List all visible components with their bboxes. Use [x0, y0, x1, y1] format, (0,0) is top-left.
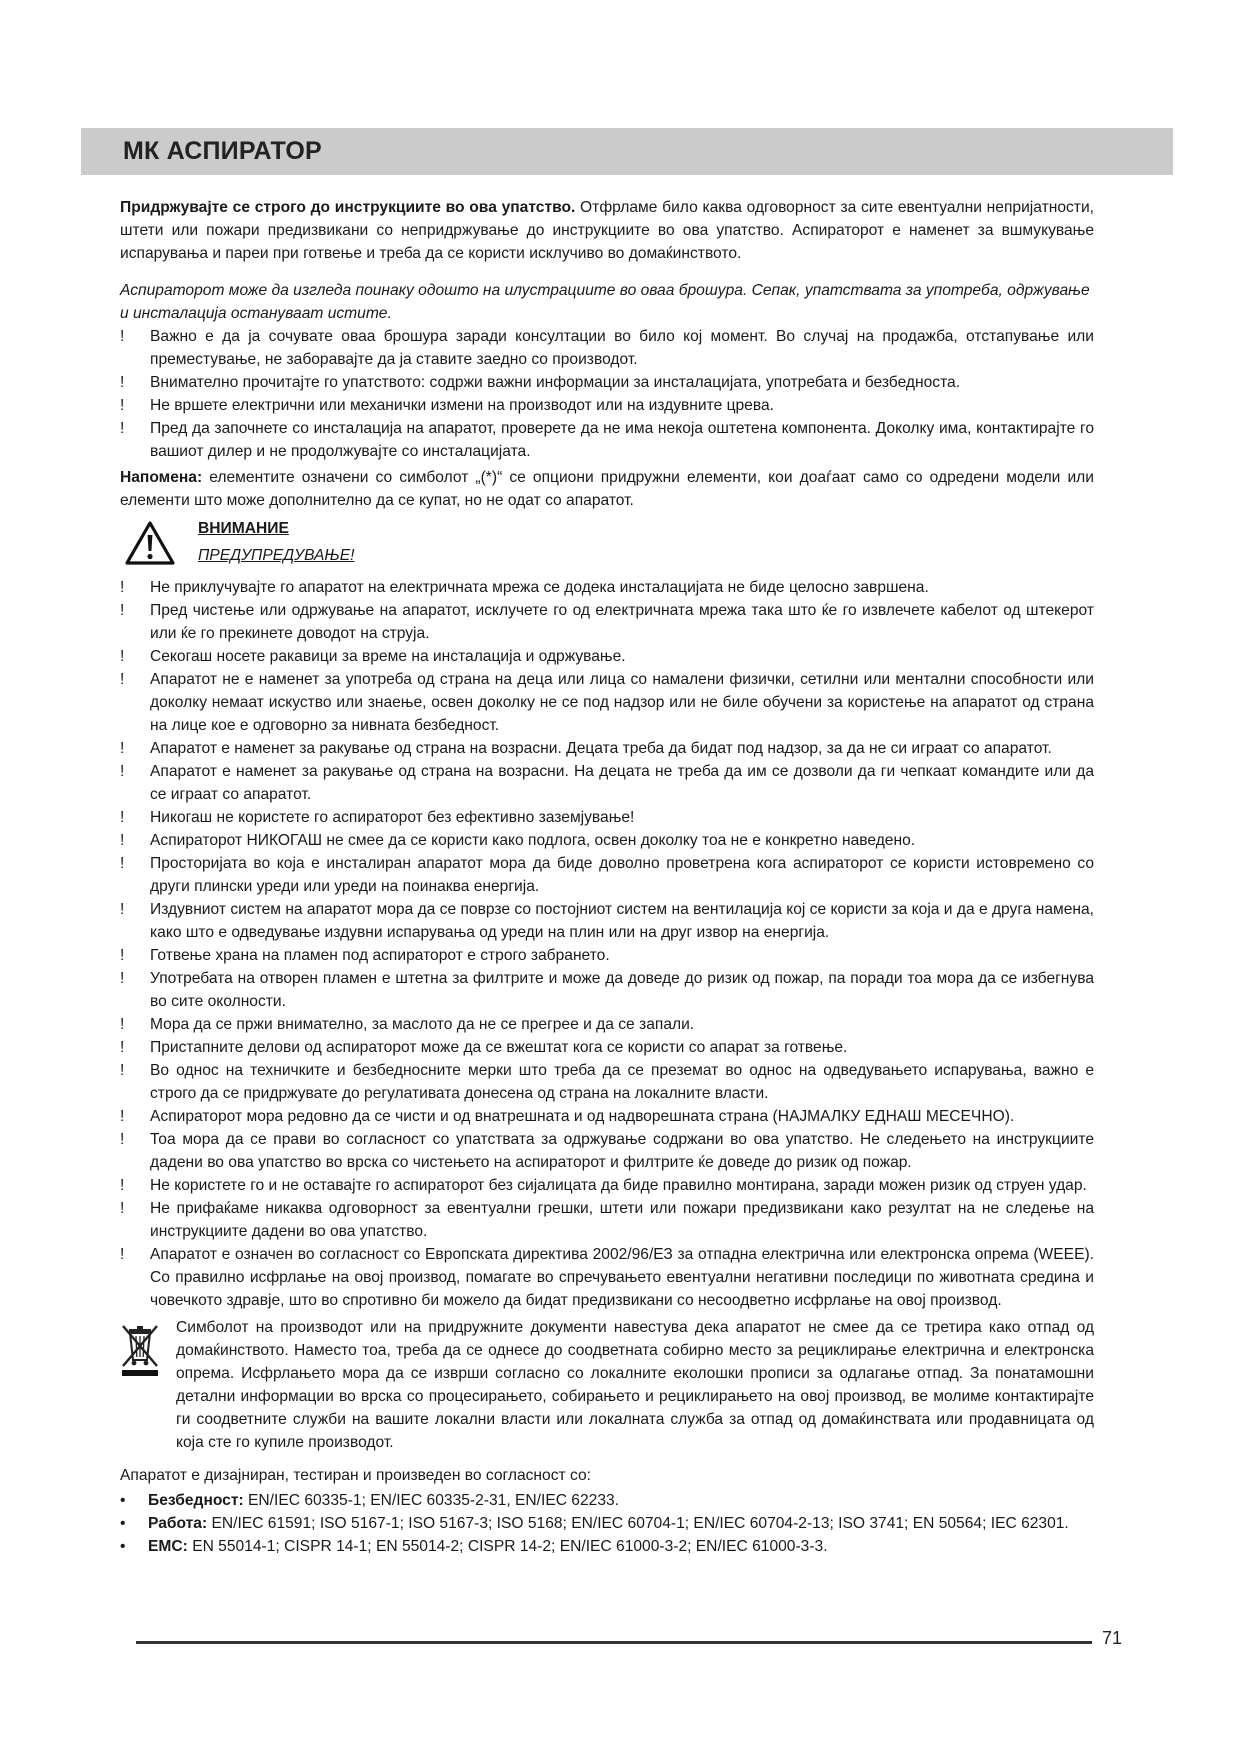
list-item: ! Апаратот е означен во согласност со Европската директива 2002/96/ЕЗ за отпадна електрична или електронска опрема (WEEE). Со правилно исфрлање на овој производ, помагате во спречувањето евентуални негативни последици по животната средина и човечкото здравје, што во спротивно би можело да бидат предизвикани со несоодветно исфрлање на овој производ. [120, 1243, 1094, 1312]
warning-title: ВНИМАНИЕ [198, 520, 289, 537]
standard-value: EN/IEC 61591; ISO 5167-1; ISO 5167-3; ISO 5168; EN/IEC 60704-1; EN/IEC 60704-2-13; ISO 3741; EN 50564; IEC 62301. [207, 1515, 1069, 1532]
list-item: ! Употребата на отворен пламен е штетна за филтрите и може да доведе до ризик од пожар, па поради тоа мора да се избегнува во сите околности. [120, 967, 1094, 1013]
list-item: ! Пристапните делови од аспираторот може да се вжештат кога се користи со апарат за готвење. [120, 1036, 1094, 1059]
exclamation-mark: ! [120, 832, 125, 849]
weee-section [120, 1316, 1094, 1454]
exclamation-mark: ! [120, 579, 125, 596]
exclamation-mark: ! [120, 809, 125, 826]
page-title: МК АСПИРАТОР [123, 137, 322, 165]
exclamation-mark: ! [120, 947, 125, 964]
list-item: ! Секогаш носете ракавици за време на инсталација и одржување. [120, 645, 1094, 668]
weee-icon-wrap [120, 1316, 176, 1454]
list-item: ! Не користете го и не оставајте го аспираторот без сијалицата да биде правилно монтирана, заради можен ризик од струен удар. [120, 1174, 1094, 1197]
list-item: ! Апаратот е наменет за ракување од страна на возрасни. Децата треба да бидат под надзор, за да не си играат со апаратот. [120, 737, 1094, 760]
list-item: ! Тоа мора да се прави во согласност со упатствата за одржување содржани во ова упатство. Не следењето на инструкциите дадени во ова упатство во врска со чистењето на аспираторот и филтрите ќе доведе до ризик од пожар. [120, 1128, 1094, 1174]
exclamation-mark: ! [120, 374, 125, 391]
warning-list [120, 576, 1094, 1312]
crossed-out-bin-icon [120, 1322, 160, 1378]
exclamation-mark: ! [120, 602, 125, 619]
list-item: ! Не приклучувајте го апаратот на електричната мрежа се додека инсталацијата не биде целосно завршена. [120, 576, 1094, 599]
standard-label: Работа: [148, 1515, 208, 1532]
list-item [120, 1489, 1094, 1512]
list-item: ! Издувниот систем на апаратот мора да се поврзе со постојниот систем на вентилација кој се користи за која и да е друга намена, како што е одведување издувни испарувања од уреди на плин или на друг извор на енергија. [120, 898, 1094, 944]
warning-heading [120, 514, 1094, 576]
bullet: • [120, 1492, 126, 1509]
list-item: ! Не вршете електрични или механички измени на производот или на издувните црева. [120, 394, 1094, 417]
list-item: ! Пред чистење или одржување на апаратот, исклучете го од електричната мрежа така што ќе го извлечете кабелот од штекерот или ќе го прекинете доводот на струја. [120, 599, 1094, 645]
section-header [81, 128, 1173, 175]
list-item: ! Апаратот не е наменет за употреба од страна на деца или лица со намалени физички, сетилни или ментални способности или доколку немаат искуство или знаење, освен доколку не се под надзор или не биле обучени за користење на апаратот од страна на лице кое е одговорно за нивната безбедност. [120, 668, 1094, 737]
list-item: ! Пред да започнете со инсталација на апаратот, проверете да не има некоја оштетена компонента. Доколку има, контактирајте го вашиот дилер и не продолжувајте со инсталацијата. [120, 417, 1094, 463]
bullet: • [120, 1515, 126, 1532]
weee-text: Симболот на производот или на придружните документи навестува дека апаратот не смее да се третира како отпад од домаќинството. Наместо тоа, треба да се однесе до соодветната собирно место за рециклирање електрична и електронска опрема. Исфрлањето мора да се изврши согласно со локалните еколошки прописи за одлагање отпад. За понатамошни детални информации во врска со процесирањето, собирањето и рециклирањето на овој производ, ве молиме контактирајте ги соодветните служби на вашите локални власти или локалната служба за отпад од домаќинствата или продавницата од која сте го купиле производот. [176, 1319, 1094, 1451]
list-item [120, 1535, 1094, 1558]
warning-triangle-icon [124, 520, 176, 566]
list-item: ! Мора да се пржи внимателно, за маслото да не се прегрее и да се запали. [120, 1013, 1094, 1036]
exclamation-mark: ! [120, 328, 125, 345]
footer-divider [136, 1641, 1092, 1644]
standards-list [120, 1489, 1094, 1558]
standard-label: EMC: [148, 1538, 188, 1555]
exclamation-mark: ! [120, 1108, 125, 1125]
exclamation-mark: ! [120, 648, 125, 665]
exclamation-mark: ! [120, 901, 125, 918]
compliance-intro: Апаратот е дизајниран, тестиран и произведен во согласност со: [120, 1467, 591, 1484]
exclamation-mark: ! [120, 855, 125, 872]
exclamation-mark: ! [120, 671, 125, 688]
list-item: ! Во однос на техничките и безбедносните мерки што треба да се преземат во однос на одведувањето испарувања, важно е строго да се придржувате до регулативата донесена од страна на локалните власти. [120, 1059, 1094, 1105]
standard-value: EN 55014-1; CISPR 14-1; EN 55014-2; CISPR 14-2; EN/IEC 61000-3-2; EN/IEC 61000-3-3. [187, 1538, 828, 1555]
list-item: ! Не прифаќаме никаква одговорност за евентуални грешки, штети или пожари предизвикани како резултат на не следење на инструкциите дадени во ова упатство. [120, 1197, 1094, 1243]
exclamation-mark: ! [120, 1246, 125, 1263]
intro-paragraph [120, 196, 1094, 265]
exclamation-mark: ! [120, 397, 125, 414]
exclamation-mark: ! [120, 763, 125, 780]
bullet: • [120, 1538, 126, 1555]
exclamation-mark: ! [120, 1200, 125, 1217]
list-item: ! Аспираторот мора редовно да се чисти и од внатрешната и од надворешната страна (НАЈМАЛКУ ЕДНАШ МЕСЕЧНО). [120, 1105, 1094, 1128]
list-item: ! Никогаш не користете го аспираторот без ефективно заземјување! [120, 806, 1094, 829]
note-text: елементите означени со симболот „(*)“ се опциони придружни елементи, кои доаѓаат само со одредени модели или елементи што може дополнително да се купат, но не одат со апаратот. [120, 469, 1094, 509]
standard-value: EN/IEC 60335-1; EN/IEC 60335-2-31, EN/IEC 62233. [243, 1492, 620, 1509]
list-item: ! Апаратот е наменет за ракување од страна на возрасни. На децата не треба да им се дозволи да ги чепкаат командите или да се играат со апаратот. [120, 760, 1094, 806]
exclamation-mark: ! [120, 970, 125, 987]
exclamation-mark: ! [120, 1062, 125, 1079]
general-list [120, 325, 1094, 463]
list-item: ! Просторијата во која е инсталиран апаратот мора да биде доволно проветрена кога аспираторот се користи истовремено со други плински уреди или уреди на поинаква енергија. [120, 852, 1094, 898]
intro-bold-lead: Придржувајте се строго до инструкциите во ова упатство. [120, 199, 576, 216]
list-item: ! Аспираторот НИКОГАШ не смее да се користи како подлога, освен доколку тоа не е конкретно наведено. [120, 829, 1094, 852]
exclamation-mark: ! [120, 1039, 125, 1056]
page-number: 71 [1102, 1628, 1123, 1648]
exclamation-mark: ! [120, 1016, 125, 1033]
exclamation-mark: ! [120, 1131, 125, 1148]
standard-label: Безбедност: [148, 1492, 244, 1509]
note-bold-lead: Напомена: [120, 469, 203, 486]
exclamation-mark: ! [120, 740, 125, 757]
exclamation-mark: ! [120, 420, 125, 437]
illustration-note: Аспираторот може да изгледа поинаку одошто на илустрациите во оваа брошура. Сепак, упатствата за употреба, одржување и инсталација остануваат истите. [120, 282, 1090, 322]
list-item [120, 1512, 1094, 1535]
exclamation-mark: ! [120, 1177, 125, 1194]
intro-text: Отфрламе било каква одговорност за сите евентуални непријатности, штети или пожари предизвикани со непридржување до инструкциите во ова упатство. Аспираторот е наменет за вшмукување испарувања и пареи при готвење и треба да се користи исклучиво во домаќинството. [120, 199, 1094, 262]
list-item: ! Важно е да ја сочувате оваа брошура заради консултации во било кој момент. Во случај на продажба, отстапување или преместување, не заборавајте да ја ставите заедно со производот. [120, 325, 1094, 371]
note-paragraph [120, 466, 1094, 512]
list-item: ! Готвење храна на пламен под аспираторот е строго забрането. [120, 944, 1094, 967]
list-item: ! Внимателно прочитајте го упатството: содржи важни информации за инсталацијата, употребата и безбедноста. [120, 371, 1094, 394]
main-content [120, 196, 1094, 1558]
warning-subtitle: ПРЕДУПРЕДУВАЊЕ! [198, 547, 355, 564]
